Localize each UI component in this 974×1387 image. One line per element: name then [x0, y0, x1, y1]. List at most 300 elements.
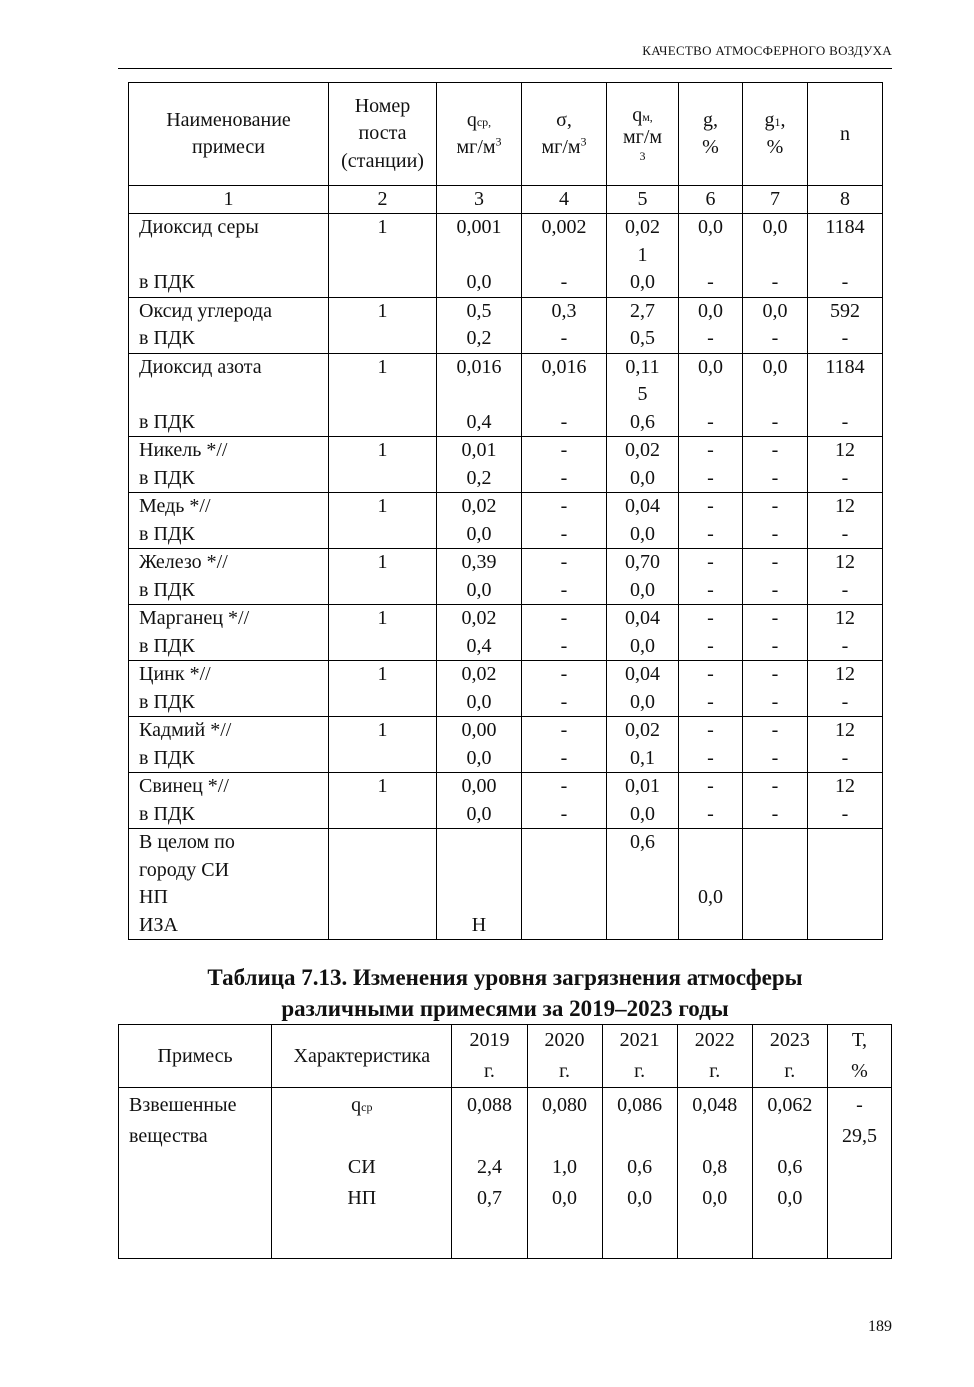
page-number: 189 — [868, 1318, 892, 1335]
cell-line: 1 — [377, 719, 388, 741]
trend-header-cell — [119, 1025, 272, 1088]
value-cell — [808, 717, 883, 773]
cell-line: 0,0 — [630, 466, 655, 489]
cell-line: - — [771, 802, 779, 825]
column-number: 6 — [679, 186, 743, 214]
cell-line: 1 — [377, 663, 388, 685]
cell-line: 0,8 — [702, 1156, 728, 1178]
cell-line: 0,39 — [461, 551, 497, 573]
cell-line: 0,080 — [542, 1094, 588, 1116]
cell-line: Цинк *// — [139, 663, 211, 685]
cell-line: 0,6 — [777, 1156, 803, 1178]
header-line: 2021 — [619, 1029, 660, 1051]
cell-line: - — [841, 271, 849, 293]
cell-line: 0,0 — [630, 802, 655, 825]
cell-line: 0,6 — [630, 831, 655, 853]
cell-line — [333, 745, 432, 773]
caption-line: Таблица 7.13. Изменения уровня загрязнения атмосферы — [207, 965, 803, 990]
cell-line: - — [771, 719, 779, 741]
cell-line: - — [560, 410, 568, 433]
cell-line: 0,02 — [461, 607, 497, 629]
cell-line: - — [771, 663, 779, 685]
cell-line: 0,01 — [461, 439, 497, 461]
header-n: n — [808, 83, 883, 186]
impurity-name-cell — [129, 773, 329, 829]
cell-line: - — [560, 634, 568, 657]
value-cell — [437, 717, 522, 773]
cell-line: 0,04 — [625, 495, 660, 517]
cell-line — [333, 884, 432, 912]
cell-line — [456, 1121, 522, 1152]
cell-line: - — [707, 410, 714, 433]
cell-line: 0,01 — [625, 775, 660, 797]
value-cell — [743, 717, 808, 773]
value-cell — [808, 353, 883, 437]
cell-line: Железо *// — [139, 551, 228, 573]
cell-line — [526, 381, 602, 409]
table-body — [129, 214, 883, 940]
cell-line: - — [841, 746, 849, 769]
cell-line: 0,2 — [466, 466, 492, 489]
cell-line: - — [771, 327, 779, 349]
value-cell — [679, 297, 743, 353]
cell-line: 1 — [377, 299, 388, 322]
cell-line — [683, 829, 738, 857]
value-cell — [329, 353, 437, 437]
cell-line: 1 — [377, 216, 388, 238]
value-cell — [679, 717, 743, 773]
cell-line — [683, 912, 738, 940]
cell-line: - — [560, 271, 568, 293]
value-cell — [679, 214, 743, 298]
header-line: 2020 — [544, 1029, 585, 1051]
cell-line: - — [771, 551, 779, 573]
cell-line — [441, 857, 517, 885]
cell-line: 0,016 — [456, 355, 502, 378]
cell-line: 0,02 — [461, 663, 497, 685]
value-cell — [743, 353, 808, 437]
impurity-name-cell — [129, 829, 329, 940]
value-cell — [607, 661, 679, 717]
cell-line: 0,02 — [625, 719, 660, 741]
cell-line: Марганец *// — [139, 607, 250, 629]
cell-line: Кадмий *// — [139, 719, 232, 741]
trend-header-row — [119, 1025, 892, 1088]
cell-line: 0,0 — [627, 1187, 653, 1209]
cell-line — [441, 829, 517, 857]
table-row — [129, 605, 883, 661]
cell-line: 0,062 — [767, 1094, 813, 1116]
cell-line — [611, 884, 674, 912]
cell-line: в ПДК — [139, 271, 195, 293]
cell-line — [333, 857, 432, 885]
cell-line — [526, 857, 602, 885]
cell-line: 12 — [835, 551, 855, 573]
value-cell — [437, 661, 522, 717]
trend-header-cell — [272, 1025, 452, 1088]
cell-line: - — [707, 522, 714, 545]
cell-line: 0,0 — [466, 578, 492, 601]
cell-line: 0,0 — [698, 216, 723, 238]
cell-line: в ПДК — [139, 802, 195, 825]
cell-line: 0,0 — [630, 690, 655, 713]
cell-line — [812, 912, 878, 940]
cell-line: 1 — [377, 607, 388, 629]
cell-line: - — [707, 802, 714, 825]
cell-line — [832, 1183, 887, 1214]
column-number: 3 — [437, 186, 522, 214]
cell-line: 29,5 — [841, 1125, 877, 1147]
q-avg-label: qср — [351, 1094, 373, 1116]
value-cell — [679, 605, 743, 661]
cell-line — [611, 912, 674, 940]
cell-line: - — [841, 466, 849, 489]
table-row — [129, 297, 883, 353]
cell-line: - — [707, 775, 714, 797]
column-number: 8 — [808, 186, 883, 214]
value-cell — [437, 437, 522, 493]
value-cell — [522, 661, 607, 717]
value-cell — [437, 353, 522, 437]
value-cell — [743, 297, 808, 353]
value-cell — [743, 214, 808, 298]
cell-line — [139, 242, 324, 270]
cell-line — [683, 857, 738, 885]
cell-line: - — [560, 802, 568, 825]
cell-line — [747, 829, 803, 857]
cell-line: - — [560, 578, 568, 601]
cell-line: 0,4 — [466, 634, 492, 657]
cell-line — [682, 1121, 748, 1152]
cell-line: 0,0 — [466, 802, 492, 825]
cell-line: 1 — [377, 551, 388, 573]
impurity-name-cell — [129, 605, 329, 661]
cell-line — [333, 381, 432, 409]
table-row — [129, 549, 883, 605]
cell-line — [683, 242, 738, 270]
cell-line: 1 — [377, 439, 388, 461]
cell-line: 0,0 — [630, 634, 655, 657]
table-header-row — [129, 83, 883, 186]
cell-line: - — [771, 410, 779, 433]
cell-line: 0,0 — [702, 1187, 728, 1209]
cell-line: в ПДК — [139, 690, 195, 713]
impurity-name-cell — [129, 493, 329, 549]
cell-line: 0,0 — [762, 299, 788, 322]
cell-line — [333, 465, 432, 493]
value-cell — [743, 437, 808, 493]
header-line: г. — [784, 1060, 796, 1082]
cell-line — [333, 269, 432, 297]
header-station-number: Номер поста (станции) — [329, 83, 437, 186]
cell-line: Диоксид серы — [139, 216, 259, 238]
cell-line — [276, 1121, 447, 1152]
value-cell — [808, 214, 883, 298]
value-cell — [607, 214, 679, 298]
value-cell — [522, 353, 607, 437]
value-cell — [679, 773, 743, 829]
cell-line: - — [841, 410, 849, 433]
header-line: Т, — [851, 1029, 868, 1051]
value-cell — [522, 549, 607, 605]
cell-line — [129, 1152, 267, 1183]
impurity-name-cell — [129, 437, 329, 493]
header-line: % — [851, 1060, 868, 1082]
value-cell — [808, 493, 883, 549]
value-cell — [808, 437, 883, 493]
cell-line: вещества — [129, 1125, 208, 1147]
cell-line — [812, 381, 878, 409]
cell-line: НП — [347, 1187, 377, 1209]
cell-line: Диоксид азота — [139, 355, 262, 378]
cell-line: - — [560, 746, 568, 769]
trend-value-cell — [752, 1088, 827, 1259]
cell-line: в ПДК — [139, 327, 195, 349]
header-g: g, % — [679, 83, 743, 186]
cell-line: - — [841, 802, 849, 825]
cell-line: - — [771, 746, 779, 769]
value-cell — [679, 829, 743, 940]
cell-line — [333, 801, 432, 829]
value-cell — [329, 437, 437, 493]
impurity-name-cell — [129, 297, 329, 353]
trend-header-cell — [677, 1025, 752, 1088]
cell-line: в ПДК — [139, 522, 195, 545]
cell-line: - — [560, 466, 568, 489]
value-cell — [437, 605, 522, 661]
header-q-max: qм, мг/м 3 — [607, 83, 679, 186]
cell-line: 0,0 — [466, 271, 492, 293]
impurity-name-cell — [129, 661, 329, 717]
cell-line: городу СИ — [139, 858, 230, 881]
cell-line: 0,11 — [625, 355, 660, 378]
cell-line: 0,5 — [466, 299, 492, 322]
cell-line — [526, 884, 602, 912]
cell-line: - — [841, 690, 849, 713]
cell-line: 0,088 — [466, 1094, 512, 1116]
cell-line — [333, 912, 432, 940]
value-cell — [808, 773, 883, 829]
cell-line — [333, 577, 432, 605]
cell-line: - — [707, 271, 714, 293]
value-cell — [437, 493, 522, 549]
cell-line: НП — [139, 886, 168, 908]
cell-line: - — [707, 439, 714, 461]
cell-line: - — [841, 634, 849, 657]
cell-line: - — [707, 719, 714, 741]
cell-line: - — [560, 495, 568, 517]
value-cell — [607, 437, 679, 493]
cell-line: Н — [471, 913, 487, 936]
cell-line: - — [707, 634, 714, 657]
cell-line — [747, 884, 803, 912]
cell-line — [747, 242, 803, 270]
value-cell — [679, 549, 743, 605]
cell-line: 1 — [637, 243, 648, 266]
value-cell — [679, 493, 743, 549]
cell-line — [812, 242, 878, 270]
value-cell — [743, 829, 808, 940]
trend-row — [119, 1088, 892, 1259]
value-cell — [679, 661, 743, 717]
cell-line: 1,0 — [552, 1156, 578, 1178]
header-line: г. — [559, 1060, 571, 1082]
header-line: 2023 — [769, 1029, 810, 1051]
table-row — [129, 493, 883, 549]
column-number: 4 — [522, 186, 607, 214]
cell-line — [611, 857, 674, 885]
value-cell — [679, 353, 743, 437]
cell-line — [333, 325, 432, 353]
cell-line: 0,0 — [762, 216, 788, 238]
value-cell — [607, 353, 679, 437]
value-cell — [522, 717, 607, 773]
impurity-name-cell — [129, 717, 329, 773]
value-cell — [329, 214, 437, 298]
cell-line: - — [771, 775, 779, 797]
column-number: 5 — [607, 186, 679, 214]
cell-line: 0,04 — [625, 607, 660, 629]
cell-line — [333, 242, 432, 270]
value-cell — [522, 214, 607, 298]
cell-line — [747, 381, 803, 409]
value-cell — [808, 829, 883, 940]
cell-line — [812, 857, 878, 885]
cell-line: 0,0 — [630, 522, 655, 545]
cell-line: - — [560, 663, 568, 685]
cell-line: 0,6 — [627, 1156, 653, 1178]
column-number: 2 — [329, 186, 437, 214]
impurity-name-cell — [119, 1088, 272, 1259]
cell-line: 0,0 — [762, 355, 788, 378]
value-cell — [522, 773, 607, 829]
pollution-table — [128, 82, 883, 940]
value-cell — [329, 605, 437, 661]
cell-line — [139, 381, 324, 409]
value-cell — [607, 773, 679, 829]
table-row — [129, 773, 883, 829]
value-cell — [607, 549, 679, 605]
cell-line: 0,02 — [461, 495, 497, 517]
value-cell — [437, 297, 522, 353]
cell-line: - — [771, 634, 779, 657]
cell-line: - — [560, 775, 568, 797]
value-cell — [437, 773, 522, 829]
value-cell — [329, 661, 437, 717]
cell-line — [747, 912, 803, 940]
cell-line — [333, 689, 432, 717]
trend-value-cell — [602, 1088, 677, 1259]
cell-line: 0,0 — [466, 522, 492, 545]
cell-line: В целом по — [139, 831, 235, 853]
cell-line: 0,00 — [461, 719, 497, 741]
header-line: 2019 — [469, 1029, 510, 1051]
cell-line — [441, 884, 517, 912]
cell-line — [441, 242, 517, 270]
cell-line: - — [707, 663, 714, 685]
value-cell — [743, 549, 808, 605]
cell-line: 0,02 — [625, 216, 660, 238]
table-row — [129, 661, 883, 717]
value-cell — [329, 297, 437, 353]
cell-line: в ПДК — [139, 410, 195, 433]
cell-line: 12 — [835, 439, 855, 461]
cell-line: 1 — [377, 495, 388, 517]
cell-line: - — [560, 607, 568, 629]
table-row — [129, 829, 883, 940]
cell-line: 0,1 — [630, 746, 655, 769]
value-cell — [743, 493, 808, 549]
cell-line — [812, 829, 878, 857]
cell-line — [747, 857, 803, 885]
cell-line: 0,5 — [630, 327, 655, 349]
cell-line: - — [560, 690, 568, 713]
cell-line: 0,0 — [466, 746, 492, 769]
cell-line: 0,016 — [541, 355, 587, 378]
cell-line: 0,7 — [476, 1187, 502, 1209]
cell-line: 12 — [835, 775, 855, 797]
cell-line: 0,048 — [692, 1094, 738, 1116]
trend-header-cell — [452, 1025, 527, 1088]
cell-line: 592 — [830, 299, 860, 322]
cell-line: - — [560, 719, 568, 741]
cell-line: - — [560, 327, 568, 349]
cell-line: 0,0 — [698, 355, 723, 378]
table-row — [129, 717, 883, 773]
cell-line: - — [771, 439, 779, 461]
value-cell — [522, 437, 607, 493]
impurity-name-cell — [129, 549, 329, 605]
header-line: Примесь — [157, 1044, 233, 1067]
header-g1: g1, % — [743, 83, 808, 186]
value-cell — [607, 493, 679, 549]
header-line: г. — [709, 1060, 721, 1082]
cell-line: - — [560, 439, 568, 461]
value-cell — [329, 549, 437, 605]
header-line: г. — [483, 1060, 495, 1082]
cell-line: 0,086 — [617, 1094, 663, 1116]
trend-value-cell — [827, 1088, 891, 1259]
cell-line: 0,4 — [466, 410, 492, 433]
cell-line — [526, 829, 602, 857]
cell-line — [333, 409, 432, 437]
cell-line: 0,0 — [466, 690, 492, 713]
cell-line — [607, 1121, 673, 1152]
cell-line: Медь *// — [139, 495, 211, 517]
cell-line: - — [841, 578, 849, 601]
cell-line: - — [707, 466, 714, 489]
value-cell — [522, 297, 607, 353]
cell-line: 0,0 — [698, 299, 723, 322]
value-cell — [808, 549, 883, 605]
cell-line: 12 — [835, 607, 855, 629]
table-row — [129, 353, 883, 437]
value-cell — [607, 605, 679, 661]
table-row — [129, 437, 883, 493]
cell-line: 0,3 — [551, 299, 577, 322]
cell-line: - — [707, 607, 714, 629]
cell-line — [526, 912, 602, 940]
value-cell — [329, 829, 437, 940]
value-cell — [437, 829, 522, 940]
cell-line: - — [707, 495, 714, 517]
column-number-row — [129, 186, 883, 214]
value-cell — [522, 605, 607, 661]
cell-line: - — [560, 551, 568, 573]
header-q-avg: qср, $мг/м^3$ — [437, 83, 522, 186]
cell-line: 0,00 — [461, 775, 497, 797]
cell-line — [526, 242, 602, 270]
